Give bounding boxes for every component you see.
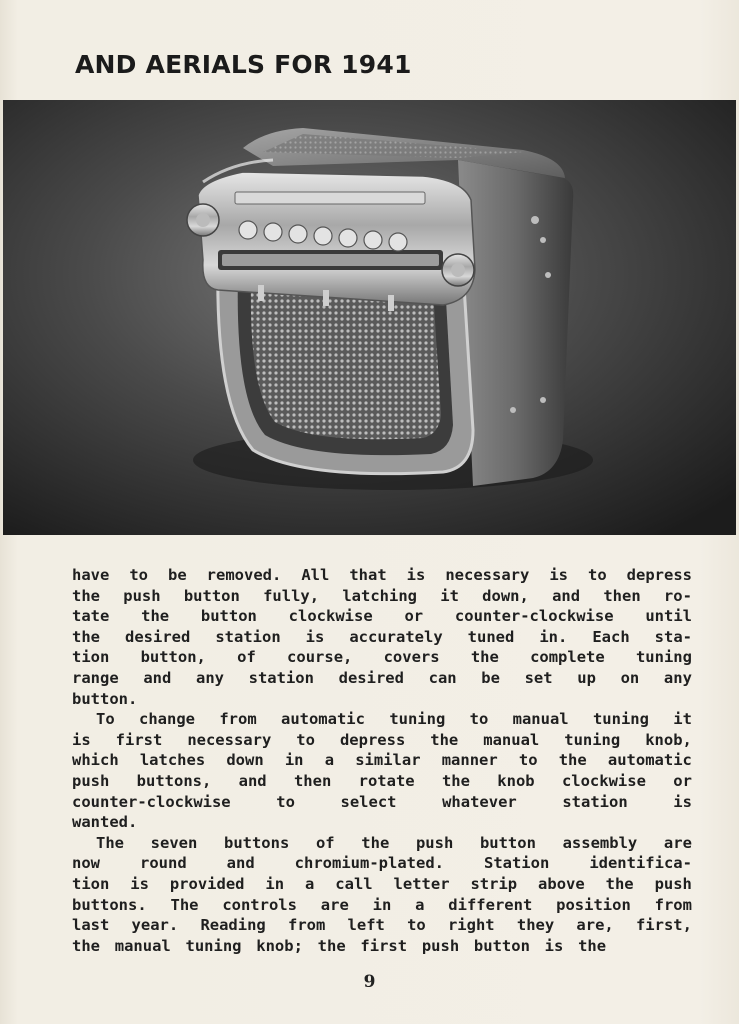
page-number: 9 [363, 972, 376, 992]
text-line: the push button fully, latching it down, and then ro- [72, 586, 692, 605]
text-line: range and any station desired can be set up on any [72, 668, 692, 687]
text-line: now round and chromium-plated. Station identifica- [72, 854, 692, 873]
text-line: which latches down in a similar manner to the automatic [72, 751, 692, 770]
car-radio-photo [3, 100, 736, 535]
text-line: To change from automatic tuning to manual tuning it [96, 710, 692, 729]
text-line: The seven buttons of the push button assembly are [96, 833, 692, 852]
page-heading: AND AERIALS FOR 1941 [75, 50, 412, 79]
text-line: tion button, of course, covers the complete tuning [72, 648, 692, 667]
text-line: counter-clockwise to select whatever station is [72, 792, 692, 811]
text-line: last year. Reading from left to right they are, first, [72, 916, 692, 935]
text-line: have to be removed. All that is necessary is to depress [72, 566, 692, 584]
text-line: tate the button clockwise or counter-clockwise until [72, 607, 692, 626]
text-line: buttons. The controls are in a different position from [72, 895, 692, 914]
text-line: push buttons, and then rotate the knob clockwise or [72, 771, 692, 790]
text-line: button. [72, 689, 138, 708]
text-line: the manual tuning knob; the first push button is the [72, 936, 607, 955]
text-line: the desired station is accurately tuned in. Each sta- [72, 627, 692, 646]
text-line: tion is provided in a call letter strip above the push [72, 874, 692, 893]
text-line: is first necessary to depress the manual tuning knob, [72, 730, 692, 749]
text-line: wanted. [72, 813, 138, 832]
body-text [72, 565, 692, 956]
